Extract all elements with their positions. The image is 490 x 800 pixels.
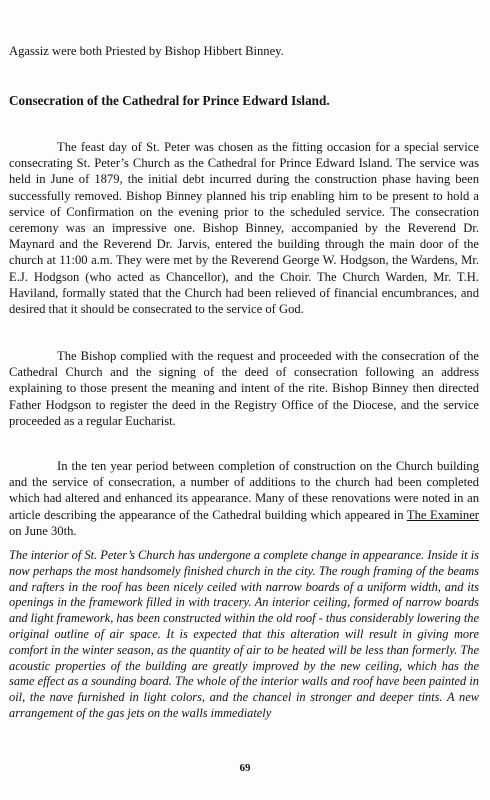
section-heading: Consecration of the Cathedral for Prince Edward Island. <box>9 93 330 108</box>
quoted-article-excerpt: The interior of St. Peter’s Church has undergone a complete change in appearance. Inside it is now perhaps the most handsomely finished church in the city. The rough framing of the beams and rafters in the roof has been nicely ceiled with narrow boards of a uniform width, and its openings in the framework filled in with tracery. An interior ceiling, formed of narrow boards and light framework, has been constructed within the old roof - thus considerably lowering the original outline of air space. It is expected that this alteration will result in giving more comfort in the winter season, as the quantity of air to be heated will be less than formerly. The acoustic properties of the building are greatly improved by the new ceiling, which has the same effect as a sounding board. The whole of the interior walls and roof have been painted in oil, the nave furnished in light colors, and the chancel in stronger and deeper tints. A new arrangement of the gas jets on the walls immediately <box>9 548 479 720</box>
paragraph-renovations-text: In the ten year period between completion of construction on the Church building and the service of consecration, a number of additions to the church had been completed which had altered and enhanced its appearance. Many of these renovations were noted in an article describing the appearance of the Cathedral building which appeared in <box>9 459 479 522</box>
paragraph-renovations <box>9 458 479 539</box>
continued-text-fragment: Agassiz were both Priested by Bishop Hibbert Binney. <box>9 44 284 58</box>
page-number: 69 <box>239 762 251 774</box>
newspaper-title: The Examiner <box>406 507 479 522</box>
paragraph-bishop-complied: The Bishop complied with the request and proceeded with the consecration of the Cathedral Church and the signing of the deed of consecration following an address explaining to those present the meaning and intent of the rite. Bishop Binney then directed Father Hodgson to register the deed in the Registry Office of the Diocese, and the service proceeded as a regular Eucharist. <box>9 349 479 428</box>
paragraph-consecration-service: The feast day of St. Peter was chosen as the fitting occasion for a special service consecrating St. Peter’s Church as the Cathedral for Prince Edward Island. The service was held in June of 1879, the initial debt incurred during the construction phase having been successfully removed. Bishop Binney planned his trip enabling him to be present to hold a service of Confirmation on the evening prior to the scheduled service. The consecration ceremony was an impressive one. Bishop Binney, accompanied by the Reverend Dr. Maynard and the Reverend Dr. Jarvis, entered the building through the main door of the church at 11:00 a.m. They were met by the Reverend George W. Hodgson, the Wardens, Mr. E.J. Hodgson (who acted as Chancellor), and the Choir. The Church Warden, Mr. T.H. Haviland, formally stated that the Church had been relieved of financial encumbrances, and desired that it should be consecrated to the service of God. <box>9 140 479 317</box>
paragraph-renovations-end: on June 30th. <box>9 523 77 538</box>
